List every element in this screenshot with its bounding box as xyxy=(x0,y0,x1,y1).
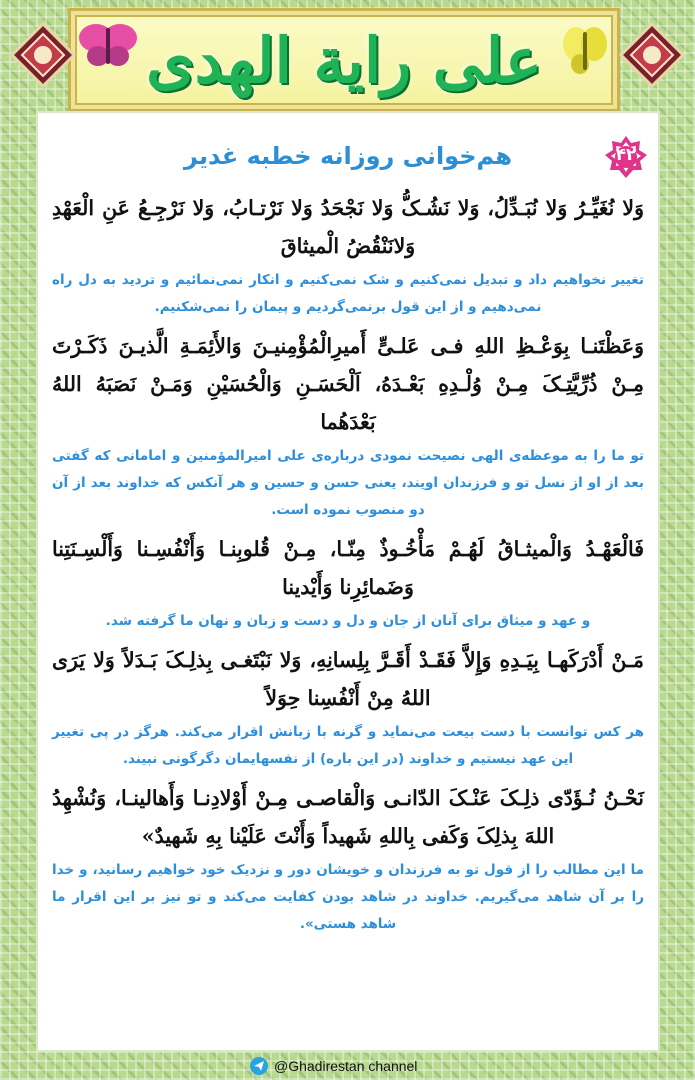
persian-translation-3: و عهد و میثاق برای آنان از جان و دل و دست و زبان و نهان ما گرفته شد. xyxy=(105,613,591,629)
persian-translation-2: تو ما را به موعظه‌ی الهی نصیحت نمودی درباره‌ی علی امیرالمؤمنین و امامانی که گفتی بعد از او از نسل تو و فرزندان اویند، یعنی حسن و حسین و هر آنکس که خداوند بعد از آن دو منصوب نموده است. xyxy=(52,448,644,518)
persian-translation-1: تغییر نخواهیم داد و تبدیل نمی‌کنیم و شک نمی‌کنیم و انکار نمی‌نمائیم و تردید به دل راه نمی‌دهیم و از این قول برنمی‌گردیم و پیمان را نمی‌شکنیم. xyxy=(52,272,644,315)
content-panel xyxy=(38,113,658,1050)
brand-title: علی رایة الهدی xyxy=(146,24,542,97)
persian-translation-4: هر کس توانست با دست بیعت می‌نماید و گرنه با زبانش اقرار می‌کند. هرگز در پی تغییر این عهد نیستیم و خداوند (در این باره) از نفسهایمان دگرگونی نبیند. xyxy=(52,724,644,767)
sermon-content xyxy=(52,189,644,944)
page-number-badge xyxy=(604,135,648,179)
arabic-text-4: مَـنْ أَدْرَکَهـا بِيَـدِهِ وَإِلاَّ فَقَـدْ أَقَـرَّ بِلِسانِهِ، وَلا نَبْتَغـی بِذلِـکَ بَـدَلاً وَلا يَرَی اللهُ مِنْ أَنْفُسِنا حِوَلاً xyxy=(52,648,644,710)
page-number: ۴۲ xyxy=(615,145,637,165)
floral-ornament-right-icon xyxy=(619,22,685,88)
persian-translation-5: ما این مطالب را از قول تو به فرزندان و خویشان دور و نزدیک خود خواهیم رسانید، و خدا را بر آن شاهد می‌گیریم. خداوند در شاهد بودن کفایت می‌کند و تو نیز بر این اقرار ما شاهد هستی». xyxy=(52,862,644,932)
butterfly-yellow-icon xyxy=(560,22,610,78)
arabic-text-2: وَعَظْتَنـا بِوَعْـظِ اللهِ فـی عَلـیٍّ أَميرِالْمُؤْمِنيـنَ وَالأَئِمَـةِ الَّذيـنَ ذَکَـرْتَ مِـنْ ذُرِّيَّتِـکَ مِـنْ وُلْـدِهِ بَعْـدَهُ، اَلْحَسَـنِ وَالْحُسَيْنِ وَمَـنْ نَصَبَهُ اللهُ بَعْدَهُما xyxy=(52,334,644,434)
page-subtitle: هم‌خوانی روزانه خطبه غدیر xyxy=(184,142,512,170)
arabic-text-3: فَالْعَهْـدُ وَالْميثـاقُ لَهُـمْ مَأْخُـوذٌ مِنّـا، مِـنْ قُلوبِنـا وَأَنْفُسِـنا وَأَلْسِـنَتِنا وَضَمائِرِنا وَأَيْدينا xyxy=(52,537,644,599)
telegram-icon xyxy=(250,1057,268,1075)
arabic-text-5: نَحْـنُ نُـؤَدّی ذلِـکَ عَنْـکَ الدّانـی وَالْقاصـی مِـنْ أَوْلادِنـا وَأَهالينـا، وَنُشْهِدُ اللهَ بِذلِکَ وَکَفی بِاللهِ شَهيداً وَأَنْتَ عَلَيْنا بِهِ شَهيدٌ» xyxy=(52,786,644,848)
floral-ornament-left-icon xyxy=(10,22,76,88)
arabic-text-1: وَلا نُغَيِّـرُ وَلا نُبَـدِّلُ، وَلا نَشُـکُّ وَلا نَجْحَدُ وَلا نَرْتـابُ، وَلا نَرْجِـعُ عَنِ الْعَهْدِ وَلانَنْقُضُ الْميثاقَ xyxy=(52,196,644,258)
butterfly-pink-icon xyxy=(76,18,140,74)
channel-handle[interactable]: @Ghadirestan channel xyxy=(274,1058,418,1074)
channel-footer[interactable] xyxy=(250,1054,417,1078)
header-banner xyxy=(68,8,620,112)
